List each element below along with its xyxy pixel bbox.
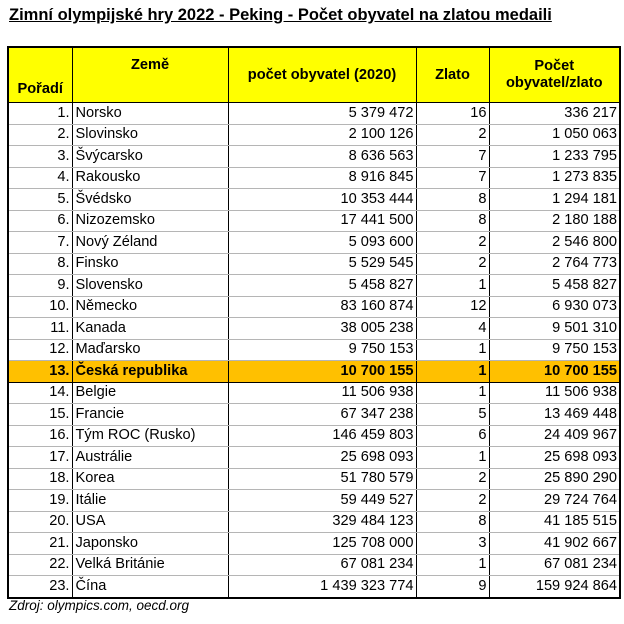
cell-gold: 2	[416, 253, 489, 275]
cell-rank: 3.	[8, 146, 72, 168]
cell-population-per-gold: 29 724 764	[489, 490, 620, 512]
cell-rank: 23.	[8, 576, 72, 598]
cell-population: 5 379 472	[228, 103, 416, 125]
cell-population: 5 458 827	[228, 275, 416, 297]
cell-population-per-gold: 1 294 181	[489, 189, 620, 211]
cell-population: 2 100 126	[228, 124, 416, 146]
cell-rank: 15.	[8, 404, 72, 426]
cell-gold: 2	[416, 490, 489, 512]
table-body	[8, 103, 620, 598]
header-rank: Pořadí	[8, 47, 72, 103]
cell-country: Rakousko	[72, 167, 228, 189]
cell-country: Itálie	[72, 490, 228, 512]
cell-country: Čína	[72, 576, 228, 598]
cell-rank: 13.	[8, 361, 72, 383]
cell-gold: 8	[416, 511, 489, 533]
cell-population-per-gold: 6 930 073	[489, 296, 620, 318]
cell-rank: 20.	[8, 511, 72, 533]
cell-gold: 2	[416, 124, 489, 146]
table-row	[8, 275, 620, 297]
cell-population-per-gold: 1 273 835	[489, 167, 620, 189]
table-row	[8, 554, 620, 576]
cell-rank: 9.	[8, 275, 72, 297]
cell-population: 5 093 600	[228, 232, 416, 254]
cell-country: Japonsko	[72, 533, 228, 555]
cell-rank: 7.	[8, 232, 72, 254]
cell-gold: 2	[416, 232, 489, 254]
cell-population-per-gold: 13 469 448	[489, 404, 620, 426]
page-title: Zimní olympijské hry 2022 - Peking - Počet obyvatel na zlatou medaili	[9, 6, 552, 24]
source-note: Zdroj: olympics.com, oecd.org	[9, 598, 190, 613]
table-row	[8, 103, 620, 125]
cell-rank: 16.	[8, 425, 72, 447]
table-row	[8, 425, 620, 447]
cell-population-per-gold: 2 546 800	[489, 232, 620, 254]
table-row	[8, 468, 620, 490]
cell-population-per-gold: 1 233 795	[489, 146, 620, 168]
cell-population: 83 160 874	[228, 296, 416, 318]
cell-gold: 7	[416, 167, 489, 189]
cell-rank: 11.	[8, 318, 72, 340]
cell-gold: 9	[416, 576, 489, 598]
cell-population-per-gold: 9 750 153	[489, 339, 620, 361]
cell-population-per-gold: 1 050 063	[489, 124, 620, 146]
table-row	[8, 167, 620, 189]
cell-population-per-gold: 336 217	[489, 103, 620, 125]
cell-population: 146 459 803	[228, 425, 416, 447]
table-header-row	[8, 47, 620, 103]
cell-gold: 1	[416, 382, 489, 404]
table-row	[8, 189, 620, 211]
cell-rank: 17.	[8, 447, 72, 469]
table-row	[8, 318, 620, 340]
cell-country: Švýcarsko	[72, 146, 228, 168]
cell-gold: 4	[416, 318, 489, 340]
table-row	[8, 232, 620, 254]
cell-rank: 5.	[8, 189, 72, 211]
table-row	[8, 447, 620, 469]
medals-per-capita-table	[7, 46, 621, 599]
table-row	[8, 339, 620, 361]
table-row	[8, 210, 620, 232]
cell-population: 67 347 238	[228, 404, 416, 426]
cell-gold: 5	[416, 404, 489, 426]
cell-population: 10 700 155	[228, 361, 416, 383]
cell-gold: 1	[416, 554, 489, 576]
cell-country: Belgie	[72, 382, 228, 404]
table-row	[8, 490, 620, 512]
table-row	[8, 146, 620, 168]
cell-rank: 4.	[8, 167, 72, 189]
cell-gold: 1	[416, 339, 489, 361]
cell-gold: 8	[416, 210, 489, 232]
cell-population: 51 780 579	[228, 468, 416, 490]
cell-rank: 21.	[8, 533, 72, 555]
cell-population: 5 529 545	[228, 253, 416, 275]
header-country: Země	[72, 47, 228, 103]
table-row	[8, 576, 620, 598]
cell-population: 8 636 563	[228, 146, 416, 168]
cell-population: 10 353 444	[228, 189, 416, 211]
cell-population: 59 449 527	[228, 490, 416, 512]
cell-population-per-gold: 5 458 827	[489, 275, 620, 297]
cell-population: 11 506 938	[228, 382, 416, 404]
cell-rank: 10.	[8, 296, 72, 318]
cell-population-per-gold: 25 890 290	[489, 468, 620, 490]
header-per-gold-line1: Počet	[534, 58, 575, 74]
table-row	[8, 533, 620, 555]
cell-population-per-gold: 2 764 773	[489, 253, 620, 275]
cell-gold: 1	[416, 447, 489, 469]
cell-country: Korea	[72, 468, 228, 490]
cell-population-per-gold: 41 902 667	[489, 533, 620, 555]
cell-rank: 8.	[8, 253, 72, 275]
cell-gold: 16	[416, 103, 489, 125]
cell-gold: 2	[416, 468, 489, 490]
cell-gold: 8	[416, 189, 489, 211]
table-row-highlighted	[8, 361, 620, 383]
cell-population-per-gold: 11 506 938	[489, 382, 620, 404]
cell-country: Slovinsko	[72, 124, 228, 146]
cell-rank: 14.	[8, 382, 72, 404]
table-row	[8, 296, 620, 318]
cell-population: 67 081 234	[228, 554, 416, 576]
table-row	[8, 511, 620, 533]
cell-population-per-gold: 67 081 234	[489, 554, 620, 576]
cell-country: Tým ROC (Rusko)	[72, 425, 228, 447]
table-row	[8, 253, 620, 275]
header-gold: Zlato	[416, 47, 489, 103]
cell-population-per-gold: 25 698 093	[489, 447, 620, 469]
header-population-per-gold	[489, 47, 620, 103]
cell-population-per-gold: 159 924 864	[489, 576, 620, 598]
cell-population: 9 750 153	[228, 339, 416, 361]
cell-country: USA	[72, 511, 228, 533]
cell-country: Nizozemsko	[72, 210, 228, 232]
table-row	[8, 404, 620, 426]
cell-gold: 1	[416, 275, 489, 297]
cell-population: 38 005 238	[228, 318, 416, 340]
cell-rank: 1.	[8, 103, 72, 125]
cell-rank: 2.	[8, 124, 72, 146]
cell-gold: 12	[416, 296, 489, 318]
table-row	[8, 124, 620, 146]
cell-population-per-gold: 41 185 515	[489, 511, 620, 533]
cell-rank: 6.	[8, 210, 72, 232]
cell-gold: 1	[416, 361, 489, 383]
cell-country: Norsko	[72, 103, 228, 125]
cell-population-per-gold: 2 180 188	[489, 210, 620, 232]
cell-gold: 7	[416, 146, 489, 168]
cell-population: 125 708 000	[228, 533, 416, 555]
cell-population: 1 439 323 774	[228, 576, 416, 598]
header-per-gold-line2: obyvatel/zlato	[505, 75, 603, 91]
cell-population-per-gold: 24 409 967	[489, 425, 620, 447]
cell-population-per-gold: 9 501 310	[489, 318, 620, 340]
cell-rank: 12.	[8, 339, 72, 361]
cell-population: 329 484 123	[228, 511, 416, 533]
cell-country: Slovensko	[72, 275, 228, 297]
cell-country: Česká republika	[72, 361, 228, 383]
cell-country: Švédsko	[72, 189, 228, 211]
cell-population: 8 916 845	[228, 167, 416, 189]
cell-population: 17 441 500	[228, 210, 416, 232]
cell-rank: 18.	[8, 468, 72, 490]
cell-rank: 22.	[8, 554, 72, 576]
cell-country: Maďarsko	[72, 339, 228, 361]
table-row	[8, 382, 620, 404]
cell-gold: 6	[416, 425, 489, 447]
cell-population-per-gold: 10 700 155	[489, 361, 620, 383]
cell-country: Austrálie	[72, 447, 228, 469]
cell-country: Nový Zéland	[72, 232, 228, 254]
header-population: počet obyvatel (2020)	[228, 47, 416, 103]
cell-country: Finsko	[72, 253, 228, 275]
cell-country: Francie	[72, 404, 228, 426]
cell-country: Německo	[72, 296, 228, 318]
cell-country: Velká Británie	[72, 554, 228, 576]
cell-population: 25 698 093	[228, 447, 416, 469]
cell-rank: 19.	[8, 490, 72, 512]
cell-country: Kanada	[72, 318, 228, 340]
cell-gold: 3	[416, 533, 489, 555]
